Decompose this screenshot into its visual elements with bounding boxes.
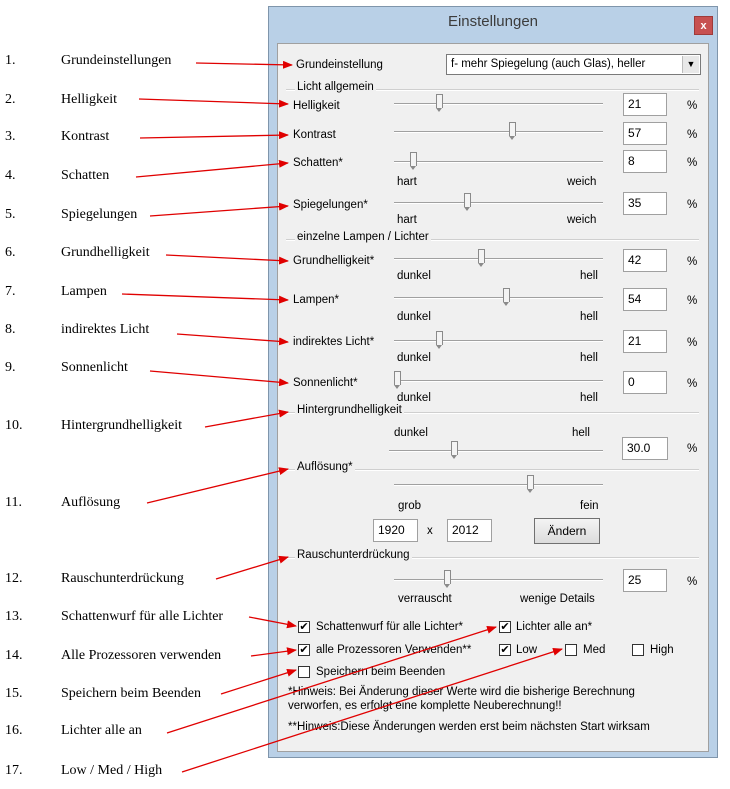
annotation-number: 11.	[5, 495, 22, 510]
resolution-slider-thumb[interactable]	[527, 475, 534, 489]
window-title: Einstellungen	[447, 13, 539, 30]
slider-3-label: Schatten*	[293, 157, 343, 169]
group-title-lampen: einzelne Lampen / Lichter	[297, 231, 429, 243]
slider-2-track[interactable]	[394, 131, 603, 133]
slider-5-unit: %	[687, 256, 698, 268]
resolution-width-field[interactable]: 1920	[373, 519, 418, 542]
annotation-number: 14.	[5, 648, 23, 663]
slider-6-unit: %	[687, 295, 698, 307]
resolution-max-label: fein	[580, 500, 599, 512]
annotation-label: Hintergrundhelligkeit	[61, 418, 183, 433]
chevron-down-icon[interactable]: ▼	[682, 56, 699, 73]
noise-slider-thumb[interactable]	[444, 570, 451, 584]
med-checkbox-label: Med	[583, 644, 606, 656]
slider-1-unit: %	[687, 100, 698, 112]
background-value-field[interactable]: 30.0	[622, 437, 668, 460]
annotation-label: Alle Prozessoren verwenden	[61, 648, 222, 663]
annotation-number: 8.	[5, 322, 16, 337]
annotation-number: 5.	[5, 207, 16, 222]
slider-6-min-label: dunkel	[397, 311, 431, 323]
slider-1-value-field[interactable]: 21	[623, 93, 667, 116]
annotation-number: 17.	[5, 763, 23, 778]
slider-6-label: Lampen*	[293, 294, 340, 306]
slider-5-track[interactable]	[394, 258, 603, 260]
slider-3-thumb[interactable]	[410, 152, 417, 166]
slider-7-max-label: hell	[580, 352, 598, 364]
slider-8-min-label: dunkel	[397, 392, 431, 404]
background-unit: %	[687, 443, 698, 455]
slider-1-track[interactable]	[394, 103, 603, 105]
lights-on-checkbox[interactable]: ✔	[500, 621, 510, 633]
annotation-label: Schattenwurf für alle Lichter	[61, 609, 224, 624]
annotation-number: 12.	[5, 571, 23, 586]
preset-label: Grundeinstellung	[296, 59, 383, 71]
noise-value-field[interactable]: 25	[623, 569, 667, 592]
slider-7-min-label: dunkel	[397, 352, 431, 364]
change-resolution-button[interactable]: Ändern	[534, 518, 600, 544]
slider-3-value-field[interactable]: 8	[623, 150, 667, 173]
annotation-label: Kontrast	[61, 129, 110, 144]
save-on-exit-checkbox-label: Speichern beim Beenden	[316, 666, 446, 678]
slider-4-min-label: hart	[397, 214, 417, 226]
annotation-number: 7.	[5, 284, 16, 299]
annotation-label: Sonnenlicht	[61, 360, 128, 375]
slider-4-unit: %	[687, 199, 698, 211]
slider-4-value-field[interactable]: 35	[623, 192, 667, 215]
noise-min-label: verrauscht	[398, 593, 452, 605]
slider-6-thumb[interactable]	[503, 288, 510, 302]
all-cpu-checkbox[interactable]: ✔	[299, 644, 309, 656]
annotation-arrow	[122, 294, 288, 300]
annotation-arrow	[147, 469, 288, 503]
slider-1-label: Helligkeit	[293, 100, 340, 112]
noise-unit: %	[687, 576, 698, 588]
slider-6-value-field[interactable]: 54	[623, 288, 667, 311]
slider-6-track[interactable]	[394, 297, 603, 299]
resolution-slider[interactable]	[394, 484, 603, 486]
group-title-licht: Licht allgemein	[297, 81, 374, 93]
hint-line-1: *Hinweis: Bei Änderung dieser Werte wird die bisherige Berechnung	[288, 686, 635, 698]
slider-5-value-field[interactable]: 42	[623, 249, 667, 272]
group-title-aufloesung: Auflösung*	[297, 461, 353, 473]
preset-value: f- mehr Spiegelung (auch Glas), heller	[451, 58, 646, 70]
slider-8-unit: %	[687, 378, 698, 390]
slider-8-value-field[interactable]: 0	[623, 371, 667, 394]
resolution-height-field[interactable]: 2012	[447, 519, 492, 542]
annotation-number: 6.	[5, 245, 16, 260]
annotation-number: 4.	[5, 168, 16, 183]
close-icon: x	[700, 20, 707, 32]
resolution-separator: x	[427, 525, 433, 537]
annotation-label: Lampen	[61, 284, 107, 299]
annotation-label: Auflösung	[61, 495, 121, 510]
noise-slider[interactable]	[394, 579, 603, 581]
annotation-number: 15.	[5, 686, 23, 701]
annotation-number: 10.	[5, 418, 23, 433]
slider-8-max-label: hell	[580, 392, 598, 404]
slider-5-thumb[interactable]	[478, 249, 485, 263]
slider-7-thumb[interactable]	[436, 331, 443, 345]
high-checkbox-label: High	[650, 644, 674, 656]
annotation-label: Grundeinstellungen	[61, 53, 172, 68]
annotation-label: Rauschunterdrückung	[61, 571, 184, 586]
shadows-checkbox-label: Schattenwurf für alle Lichter*	[316, 621, 464, 633]
annotation-label: Helligkeit	[61, 92, 117, 107]
slider-7-track[interactable]	[394, 340, 603, 342]
shadows-checkbox[interactable]: ✔	[299, 621, 309, 633]
background-max-label: hell	[572, 427, 590, 439]
slider-5-max-label: hell	[580, 270, 598, 282]
all-cpu-checkbox-label: alle Prozessoren Verwenden**	[316, 644, 472, 656]
annotation-number: 13.	[5, 609, 23, 624]
background-slider-thumb[interactable]	[451, 441, 458, 455]
annotation-label: Lichter alle an	[61, 723, 142, 738]
group-title-hintergrund: Hintergrundhelligkeit	[297, 404, 402, 416]
high-checkbox[interactable]	[632, 644, 644, 656]
slider-1-thumb[interactable]	[436, 94, 443, 108]
slider-5-min-label: dunkel	[397, 270, 431, 282]
preset-select[interactable]	[446, 54, 701, 75]
save-on-exit-checkbox[interactable]	[298, 666, 310, 678]
slider-6-max-label: hell	[580, 311, 598, 323]
annotation-number: 16.	[5, 723, 23, 738]
slider-2-value-field[interactable]: 57	[623, 122, 667, 145]
slider-7-value-field[interactable]: 21	[623, 330, 667, 353]
slider-4-thumb[interactable]	[464, 193, 471, 207]
slider-3-track[interactable]	[394, 161, 603, 163]
hint-line-3: **Hinweis:Diese Änderungen werden erst beim nächsten Start wirksam	[288, 721, 650, 733]
close-button[interactable]	[694, 16, 713, 35]
slider-3-max-label: weich	[567, 176, 597, 188]
annotation-label: Schatten	[61, 168, 110, 183]
annotation-number: 2.	[5, 92, 16, 107]
slider-2-thumb[interactable]	[509, 122, 516, 136]
annotation-arrow	[140, 135, 288, 138]
slider-7-unit: %	[687, 337, 698, 349]
med-checkbox[interactable]	[565, 644, 577, 656]
slider-2-unit: %	[687, 129, 698, 141]
slider-4-label: Spiegelungen*	[293, 199, 368, 211]
slider-4-max-label: weich	[567, 214, 597, 226]
slider-4-track[interactable]	[394, 202, 603, 204]
annotation-arrow	[139, 99, 288, 104]
annotation-number: 1.	[5, 53, 16, 68]
annotation-label: indirektes Licht	[61, 322, 150, 337]
annotation-label: Speichern beim Beenden	[61, 686, 201, 701]
slider-8-label: Sonnenlicht*	[293, 377, 358, 389]
background-slider[interactable]	[389, 450, 603, 452]
slider-3-min-label: hart	[397, 176, 417, 188]
slider-2-label: Kontrast	[293, 129, 336, 141]
slider-8-track[interactable]	[394, 380, 603, 382]
low-checkbox[interactable]: ✔	[500, 644, 510, 656]
resolution-min-label: grob	[398, 500, 422, 512]
annotation-number: 3.	[5, 129, 16, 144]
slider-3-unit: %	[687, 157, 698, 169]
background-min-label: dunkel	[394, 427, 428, 439]
low-checkbox-label: Low	[516, 644, 538, 656]
annotation-arrow	[136, 163, 288, 177]
slider-8-thumb[interactable]	[394, 371, 401, 385]
noise-max-label: wenige Details	[520, 593, 595, 605]
annotation-label: Spiegelungen	[61, 207, 138, 222]
slider-5-label: Grundhelligkeit*	[293, 255, 375, 267]
lights-on-checkbox-label: Lichter alle an*	[516, 621, 593, 633]
annotation-label: Grundhelligkeit	[61, 245, 150, 260]
slider-7-label: indirektes Licht*	[293, 336, 375, 348]
annotation-number: 9.	[5, 360, 16, 375]
group-title-rauschen: Rauschunterdrückung	[297, 549, 410, 561]
annotation-label: Low / Med / High	[61, 763, 163, 778]
hint-line-2: verworfen, es erfolgt eine komplette Neuberechnung!!	[288, 700, 562, 712]
